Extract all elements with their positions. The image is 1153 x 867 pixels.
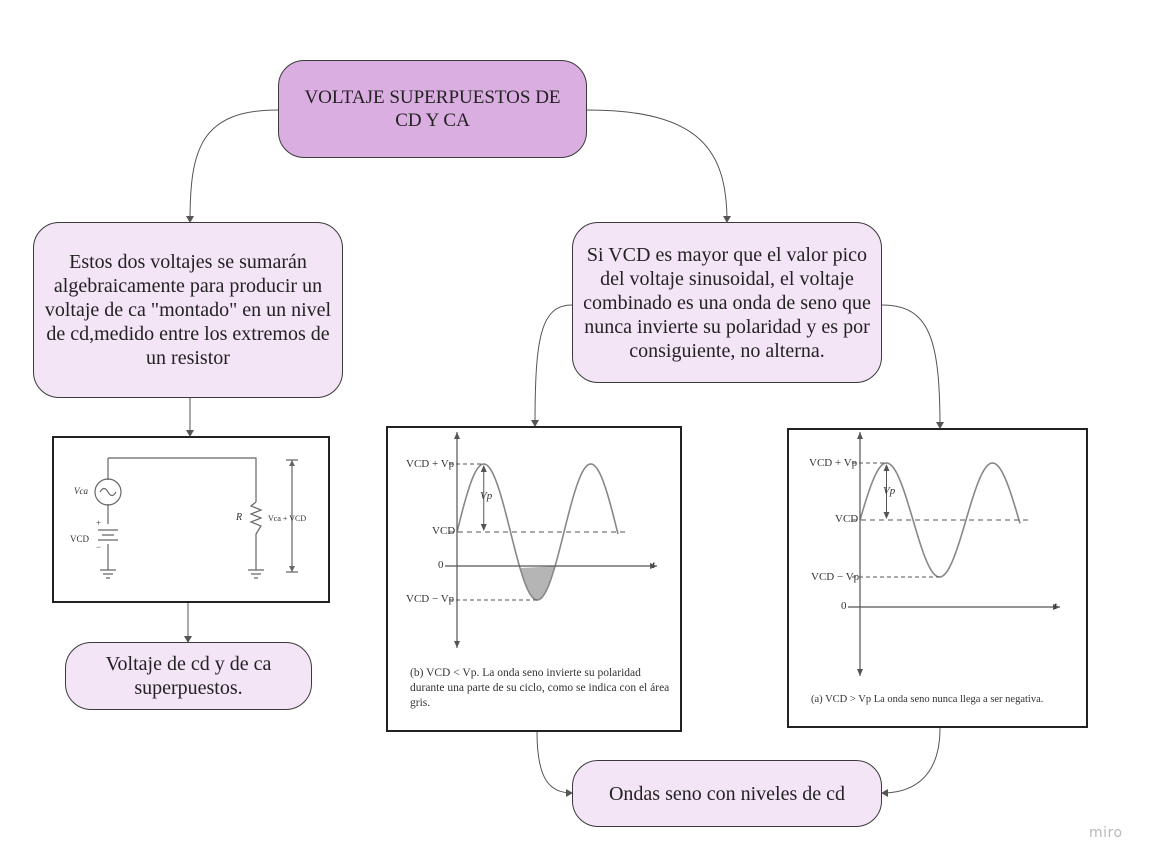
graph-a-image[interactable] — [787, 428, 1088, 728]
battery-icon — [98, 530, 118, 540]
arrowhead — [881, 789, 888, 797]
title-text: VOLTAJE SUPERPUESTOS DE CD Y CA — [304, 87, 561, 131]
r-label: R — [236, 512, 243, 523]
graph-b-caption: (b) VCD < Vp. La onda seno invierte su polaridad durante una parte de su ciclo, como se indica con el área gris. — [410, 667, 670, 709]
label-vp: Vp — [480, 490, 493, 502]
connector-right-graphb — [535, 305, 572, 426]
connector-graphb-bottom — [537, 732, 572, 793]
bottom-text: Ondas seno con niveles de cd — [608, 782, 846, 805]
resistor-icon — [251, 502, 261, 534]
left-explanation-node[interactable] — [33, 222, 343, 398]
connector-right-grapha — [882, 305, 940, 428]
minus-label: − — [96, 542, 102, 552]
circuit-caption-text: Voltaje de cd y de ca superpuestos. — [105, 653, 272, 699]
bottom-node[interactable] — [572, 760, 882, 827]
left-explanation-text: Estos dos voltajes se sumarán algebraicamente para producir un voltaje de ca "montado" en un nivel de cd,medido entre los extremos de un resistor — [44, 251, 332, 369]
graph-a-caption: (a) VCD > Vp La onda seno nunca llega a ser negativa. — [811, 694, 1044, 705]
label-vcd-minus-vp: VCD − Vp — [406, 593, 455, 605]
label-zero: 0 — [841, 600, 847, 612]
vca-label: Vca — [74, 486, 88, 496]
graph-b-image[interactable] — [386, 426, 682, 732]
label-vp: Vp — [883, 485, 896, 497]
title-node[interactable] — [278, 60, 587, 158]
ground-icon — [248, 570, 264, 578]
circuit-image[interactable] — [52, 436, 330, 603]
label-t: t — [652, 559, 656, 571]
right-explanation-text: Si VCD es mayor que el valor pico del voltaje sinusoidal, el voltaje combinado es una onda de seno que nunca invierte su polaridad y es por consiguiente, no alterna. — [583, 243, 871, 362]
connector-grapha-bottom — [882, 728, 940, 793]
label-vcd-plus-vp: VCD + Vp — [809, 457, 858, 469]
plus-label: + — [96, 518, 102, 528]
ground-icon — [100, 570, 116, 578]
label-zero: 0 — [438, 559, 444, 571]
connector-title-right — [587, 110, 727, 222]
label-vcd: VCD — [432, 525, 456, 537]
label-t: t — [1054, 600, 1058, 612]
circuit-caption-node[interactable] — [65, 642, 312, 710]
right-explanation-node[interactable] — [572, 222, 882, 383]
label-vcd: VCD — [835, 513, 859, 525]
miro-logo: miro — [1089, 825, 1123, 841]
sum-label: Vca + VCD — [268, 514, 307, 523]
label-vcd-minus-vp: VCD − Vp — [811, 571, 860, 583]
vcd-label: VCD — [70, 534, 90, 544]
connector-title-left — [190, 110, 278, 222]
label-vcd-plus-vp: VCD + Vp — [406, 458, 455, 470]
